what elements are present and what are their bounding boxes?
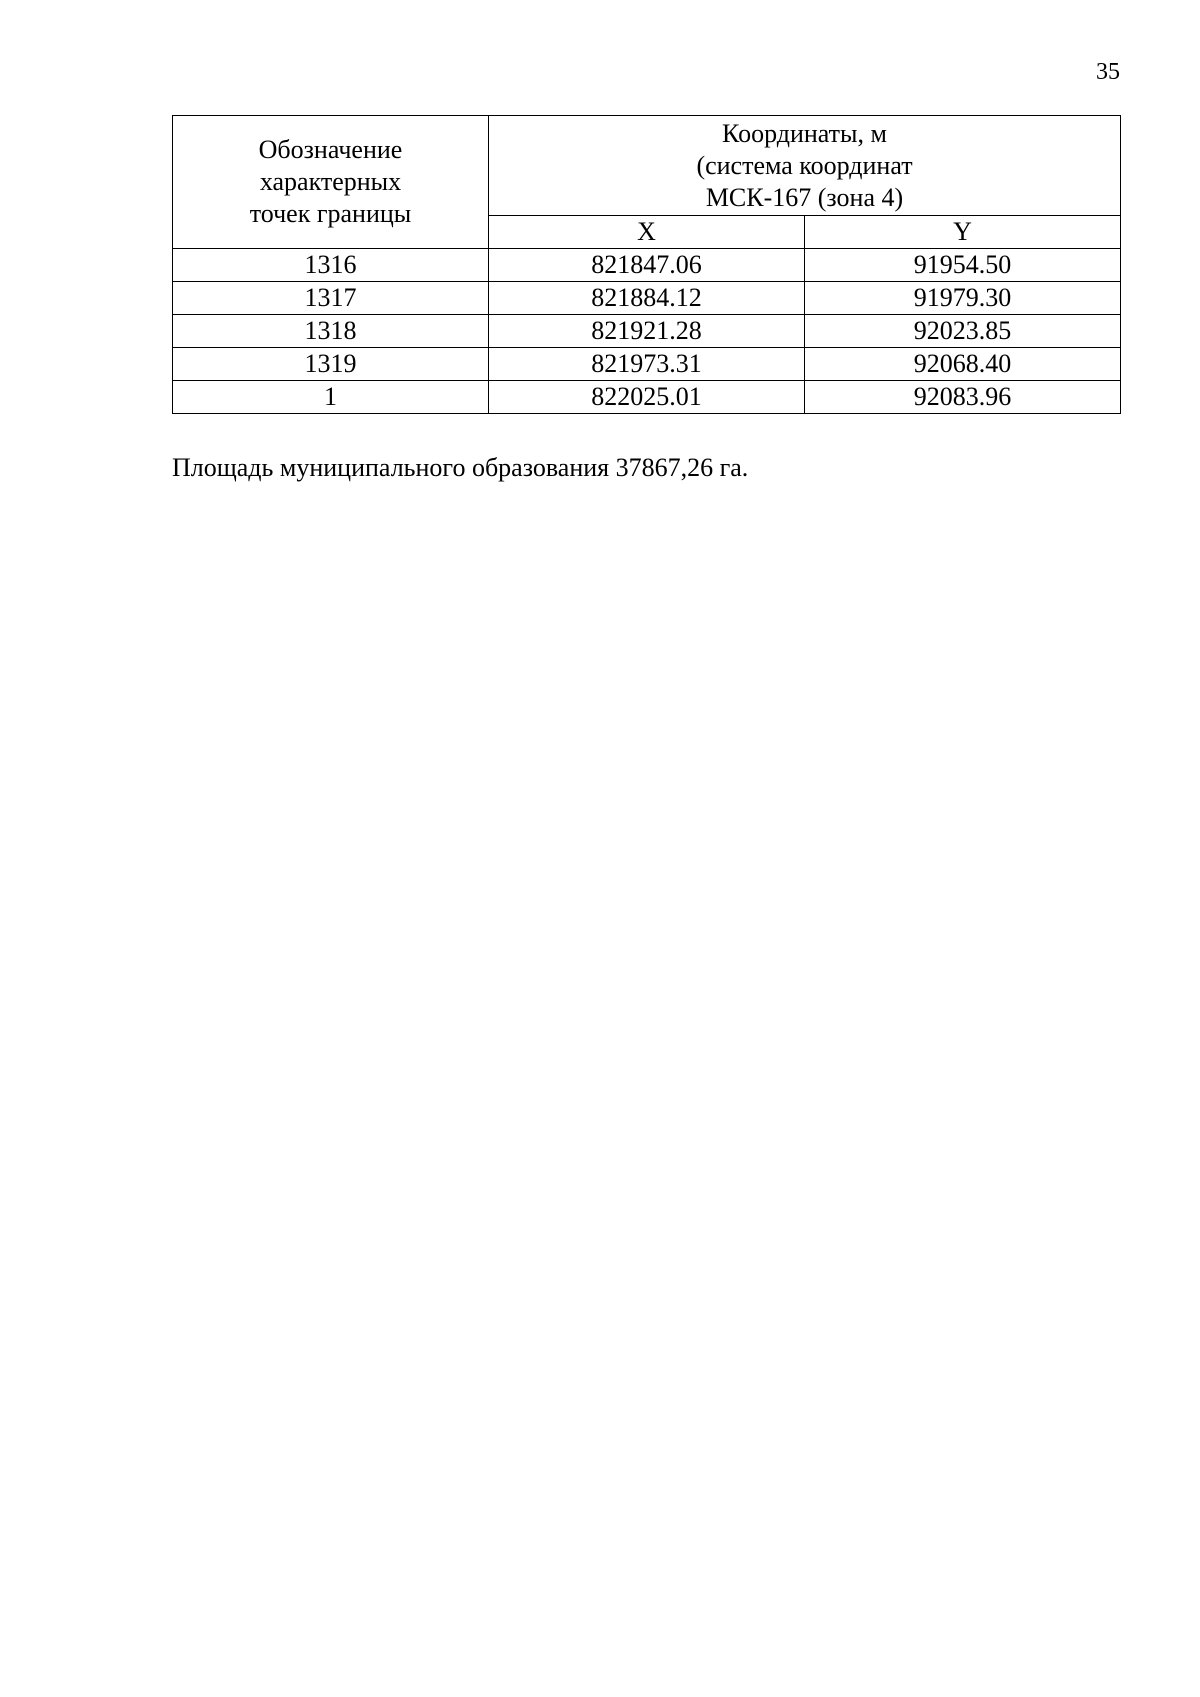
x-cell: 821973.31: [489, 348, 805, 381]
point-designation-header: Обозначение характерных точек границы: [173, 116, 489, 249]
x-cell: 822025.01: [489, 381, 805, 414]
coordinates-header: Координаты, м (система координат МСК-167 (зона 4): [489, 116, 1121, 216]
table-row: [173, 315, 1121, 348]
y-cell: 91954.50: [805, 249, 1121, 282]
x-cell: 821847.06: [489, 249, 805, 282]
y-cell: 92083.96: [805, 381, 1121, 414]
table-row: [173, 282, 1121, 315]
table-row: [173, 249, 1121, 282]
y-cell: 91979.30: [805, 282, 1121, 315]
point-cell: 1319: [173, 348, 489, 381]
coordinates-table: [172, 115, 1121, 414]
table-row: [173, 348, 1121, 381]
point-cell: 1318: [173, 315, 489, 348]
x-cell: 821884.12: [489, 282, 805, 315]
point-cell: 1316: [173, 249, 489, 282]
y-column-header: Y: [805, 216, 1121, 249]
point-cell: 1: [173, 381, 489, 414]
x-cell: 821921.28: [489, 315, 805, 348]
y-cell: 92068.40: [805, 348, 1121, 381]
page-number: 35: [1096, 59, 1120, 85]
y-cell: 92023.85: [805, 315, 1121, 348]
table-row: [173, 381, 1121, 414]
x-column-header: X: [489, 216, 805, 249]
point-cell: 1317: [173, 282, 489, 315]
area-note: Площадь муниципального образования 37867,26 га.: [172, 453, 749, 482]
